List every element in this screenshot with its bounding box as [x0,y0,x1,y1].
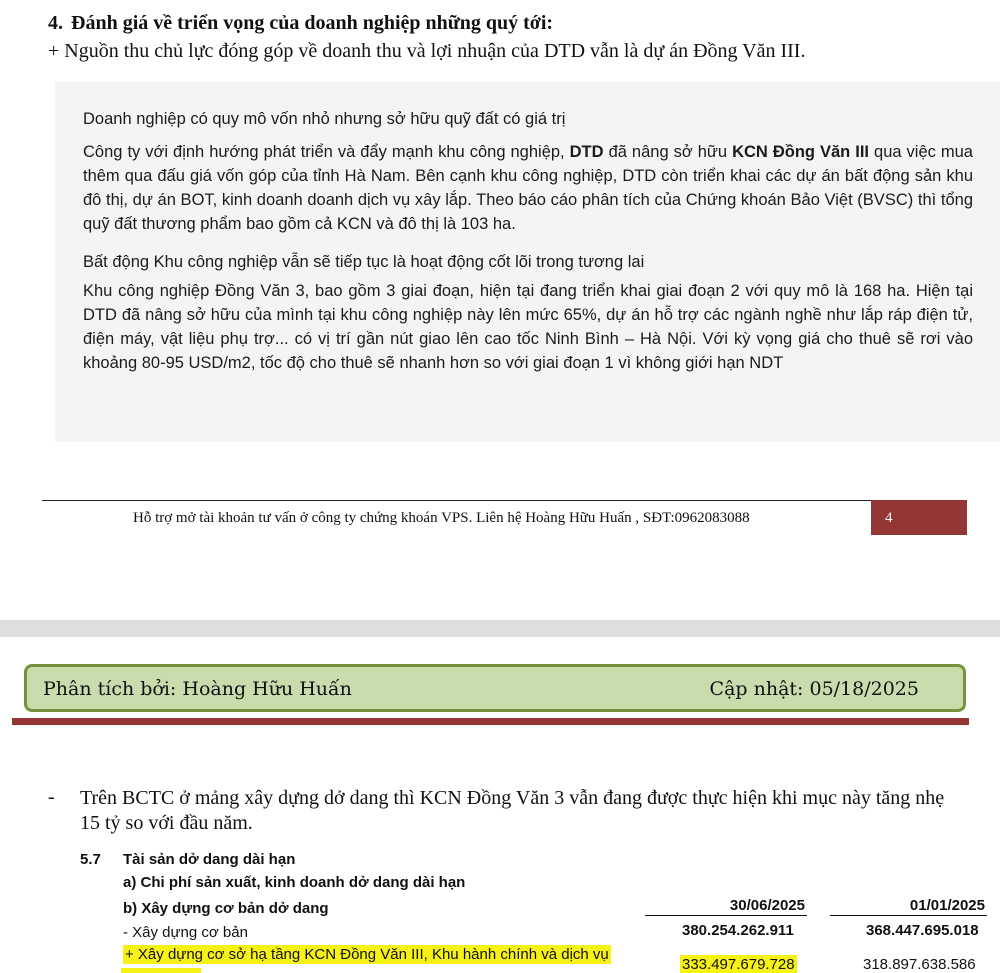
excerpt-paragraph-2: Khu công nghiệp Đồng Văn 3, bao gồm 3 giai đoạn, hiện tại đang triển khai giai đoạn 2 với quy mô là 168 ha. Hiện tại DTD đã nâng sở hữu của mình tại khu công nghiệp này lên mức 65%, dự án hỗ trợ các ngành nghề như lắp ráp điện tử, điện máy, vật liệu phụ trợ... có vị trí gần nút giao lên cao tốc Ninh Bình – Hà Nội. Với kỳ vọng giá cho thuê sẽ rơi vào khoảng 80-95 USD/m2, tốc độ cho thuê sẽ nhanh hơn so với giai đoạn 1 vì không giới hạn NDT [83,282,973,372]
note-item-a: a) Chi phí sản xuất, kinh doanh dở dang dài hạn [123,874,466,891]
banner-divider [12,718,969,725]
quoted-excerpt [55,82,1000,442]
column-header-prior: 01/01/2025 [909,897,985,914]
column-header-current: 30/06/2025 [729,897,805,914]
section-heading [48,12,553,35]
page-footer-text: Hỗ trợ mở tài khoản tư vấn ở công ty chứng khoán VPS. Liên hệ Hoàng Hữu Huấn , SĐT:0962083088 [133,510,750,526]
table-cell-item-current [680,956,797,973]
bullet-paragraph: Trên BCTC ở mảng xây dựng dở dang thì KCN Đồng Văn 3 vẫn đang được thực hiện khi mục này tăng nhẹ 15 tỷ so với đầu năm. [80,787,945,834]
excerpt-subheading-1: Doanh nghiệp có quy mô vốn nhỏ nhưng sở hữu quỹ đất có giá trị [83,110,566,128]
table-cell-item-prior: 318.897.638.586 [863,956,976,973]
lead-paragraph: + Nguồn thu chủ lực đóng góp về doanh thu và lợi nhuận của DTD vẫn là dự án Đồng Văn III. [48,40,806,62]
excerpt-paragraph-1: Công ty với định hướng phát triển và đẩy mạnh khu công nghiệp, DTD đã nâng sở hữu KCN Đồng Văn III qua việc mua thêm qua đấu giá vốn góp của tỉnh Hà Nam. Bên cạnh khu công nghiệp, DTD còn triển khai các dự án bất động sản khu đô thị, dự án BOT, kinh doanh doanh dịch vụ xây lắp. Theo báo cáo phân tích của Chứng khoán Bảo Việt (BVSC) thì tổng quỹ đất thương phẩm bao gồm cả KCN và đô thị là 103 ha. [83,143,973,233]
analyst-name: Phân tích bởi: Hoàng Hữu Huấn [43,678,352,700]
analyst-banner [24,664,966,712]
excerpt-subheading-2: Bất động Khu công nghiệp vẫn sẽ tiếp tục là hoạt động cốt lõi trong tương lai [83,253,645,271]
note-number: 5.7 [80,851,101,868]
table-row-label-highlighted [123,946,611,963]
footer-divider [42,500,872,501]
page-number-badge: 4 [871,500,967,535]
note-item-b: b) Xây dựng cơ bản dở dang [123,900,329,917]
bullet-marker: - [48,786,55,808]
highlight-continuation [121,968,201,973]
highlighted-value: 333.497.679.728 [682,956,795,973]
update-date: Cập nhật: 05/18/2025 [709,678,919,700]
section-heading-text: Đánh giá về triển vọng của doanh nghiệp những quý tới: [71,12,554,34]
table-cell-total-current: 380.254.262.911 [682,922,794,939]
column-rule-current [645,915,807,916]
column-rule-prior [830,915,987,916]
table-cell-total-prior: 368.447.695.018 [866,922,979,939]
note-title: Tài sản dở dang dài hạn [123,851,296,868]
highlighted-text: + Xây dựng cơ sở hạ tầng KCN Đồng Văn III, Khu hành chính và dịch vụ [125,946,609,963]
table-row-label: - Xây dựng cơ bản [123,924,248,941]
page-separator [0,620,1000,637]
section-number: 4. [48,12,63,34]
